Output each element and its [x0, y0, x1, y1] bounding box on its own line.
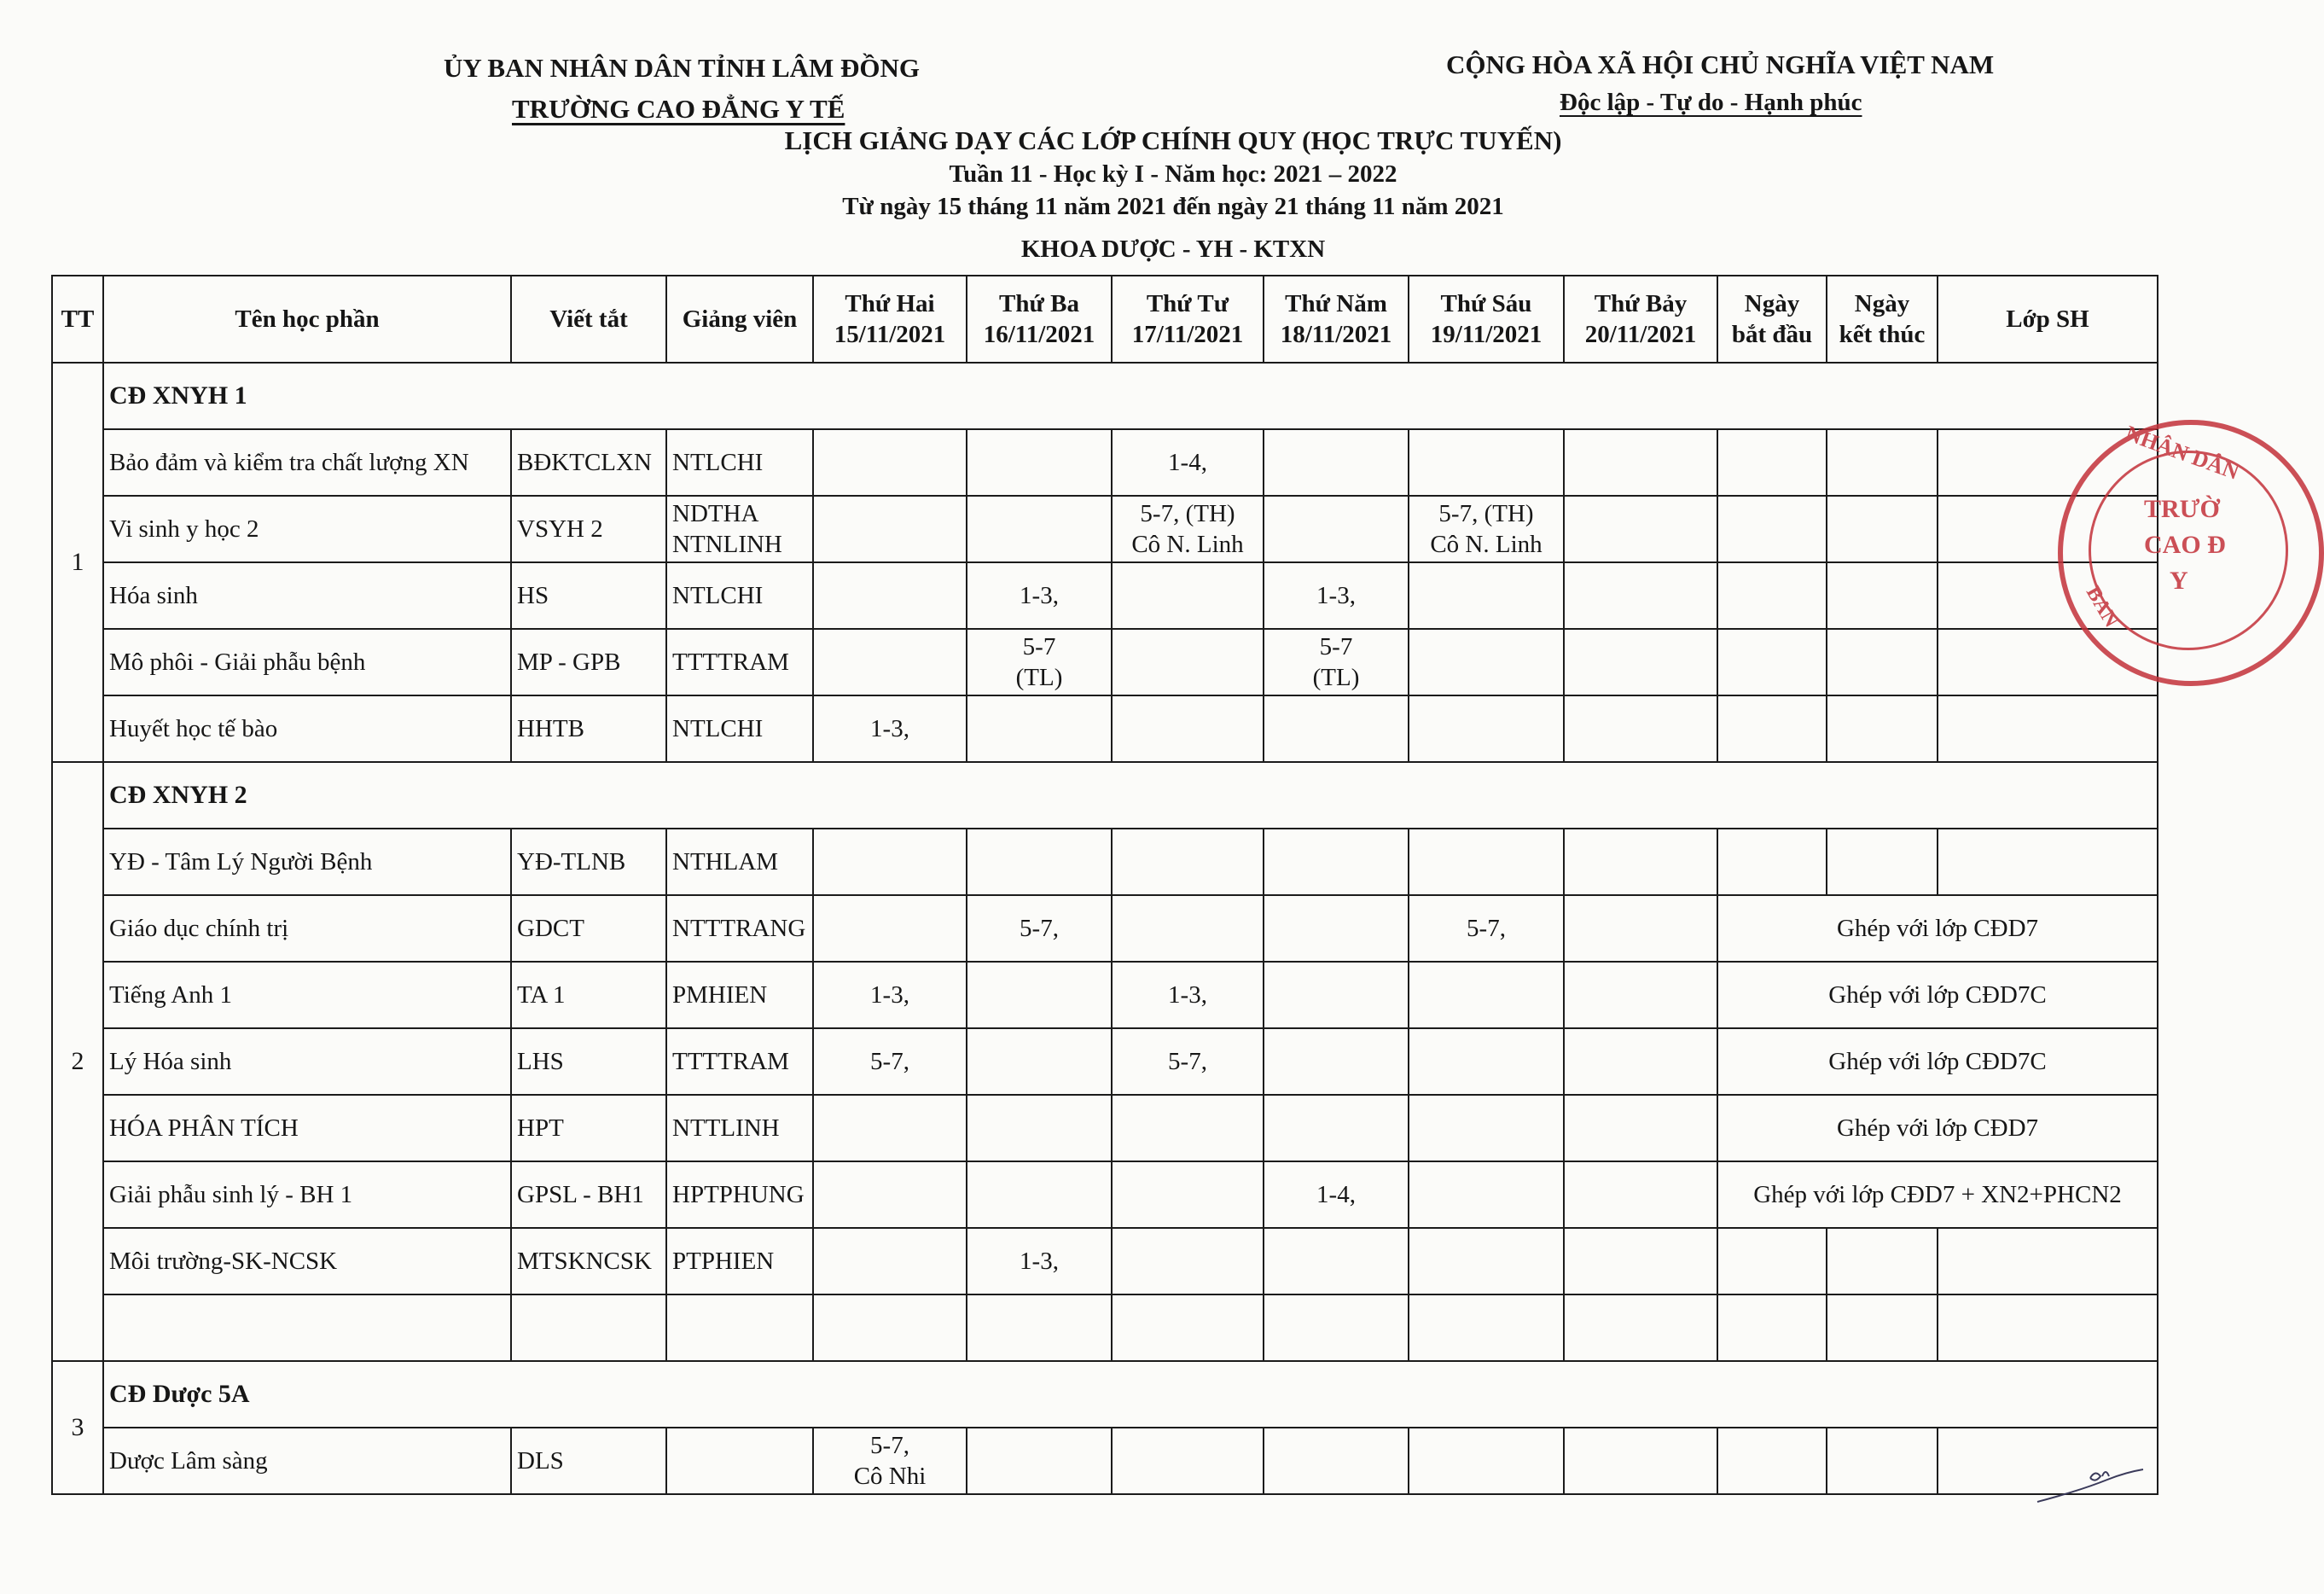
day-cell-wed — [1112, 695, 1264, 762]
table-row — [52, 1028, 2158, 1095]
empty-cell — [813, 1294, 967, 1361]
note-cell: Ghép với lớp CĐD7C — [1717, 1028, 2158, 1095]
abbr-cell: VSYH 2 — [511, 496, 666, 562]
start-cell — [1717, 1228, 1827, 1294]
schedule-week: Tuần 11 - Học kỳ I - Năm học: 2021 – 2022 — [949, 160, 1397, 188]
day-cell-tue — [967, 1095, 1112, 1161]
col-header-thu: Thứ Năm 18/11/2021 — [1264, 276, 1409, 363]
day-cell-wed: 1-4, — [1112, 429, 1264, 496]
abbr-cell: HHTB — [511, 695, 666, 762]
col-header-tt: TT — [52, 276, 103, 363]
group-name: CĐ XNYH 1 — [103, 363, 2158, 429]
day-cell-mon: 1-3, — [813, 695, 967, 762]
day-cell-thu — [1264, 695, 1409, 762]
abbr-cell: MP - GPB — [511, 629, 666, 695]
table-row — [52, 429, 2158, 496]
class-cell — [1938, 695, 2158, 762]
col-header-class: Lớp SH — [1938, 276, 2158, 363]
schedule-body — [52, 363, 2158, 1494]
day-cell-fri — [1409, 1095, 1564, 1161]
schedule-title: LỊCH GIẢNG DẠY CÁC LỚP CHÍNH QUY (HỌC TRỰC TUYẾN) — [784, 125, 1562, 155]
day-cell-thu — [1264, 962, 1409, 1028]
col-header-abbr: Viết tắt — [511, 276, 666, 363]
start-cell — [1717, 496, 1827, 562]
seal-text-line2: CAO Đ — [2144, 531, 2226, 559]
start-cell — [1717, 829, 1827, 895]
day-cell-sat — [1564, 1028, 1717, 1095]
group-row — [52, 1361, 2158, 1428]
spacer-row — [52, 1294, 2158, 1361]
day-cell-thu — [1264, 429, 1409, 496]
day-cell-thu — [1264, 496, 1409, 562]
subject-cell: Giải phẫu sinh lý - BH 1 — [103, 1161, 511, 1228]
table-row — [52, 496, 2158, 562]
day-cell-thu: 1-4, — [1264, 1161, 1409, 1228]
day-cell-mon — [813, 429, 967, 496]
day-cell-thu: 5-7 (TL) — [1264, 629, 1409, 695]
end-cell — [1827, 496, 1938, 562]
abbr-cell: GDCT — [511, 895, 666, 962]
table-row — [52, 962, 2158, 1028]
day-cell-mon: 5-7, Cô Nhi — [813, 1428, 967, 1494]
subject-cell: Môi trường-SK-NCSK — [103, 1228, 511, 1294]
day-cell-sat — [1564, 429, 1717, 496]
note-cell: Ghép với lớp CĐD7 — [1717, 1095, 2158, 1161]
header-motto: Độc lập - Tự do - Hạnh phúc — [1560, 89, 1862, 116]
day-cell-fri — [1409, 962, 1564, 1028]
table-row — [52, 895, 2158, 962]
teacher-cell: NTTTRANG — [666, 895, 813, 962]
subject-cell: Dược Lâm sàng — [103, 1428, 511, 1494]
col-header-fri: Thứ Sáu 19/11/2021 — [1409, 276, 1564, 363]
teacher-cell: NTLCHI — [666, 562, 813, 629]
abbr-cell: TA 1 — [511, 962, 666, 1028]
group-row — [52, 363, 2158, 429]
col-header-mon: Thứ Hai 15/11/2021 — [813, 276, 967, 363]
empty-cell — [1112, 1294, 1264, 1361]
class-cell — [1938, 1228, 2158, 1294]
day-cell-thu — [1264, 829, 1409, 895]
start-cell — [1717, 562, 1827, 629]
day-cell-sat — [1564, 829, 1717, 895]
abbr-cell: YĐ-TLNB — [511, 829, 666, 895]
day-cell-wed: 1-3, — [1112, 962, 1264, 1028]
teacher-cell: TTTTRAM — [666, 629, 813, 695]
end-cell — [1827, 1228, 1938, 1294]
day-cell-tue — [967, 429, 1112, 496]
table-header-row — [52, 276, 2158, 363]
schedule-table — [51, 275, 2158, 1495]
day-cell-sat — [1564, 562, 1717, 629]
day-cell-sat — [1564, 962, 1717, 1028]
day-cell-wed — [1112, 562, 1264, 629]
day-cell-mon: 5-7, — [813, 1028, 967, 1095]
day-cell-wed — [1112, 1095, 1264, 1161]
col-header-tue: Thứ Ba 16/11/2021 — [967, 276, 1112, 363]
teacher-cell: NTLCHI — [666, 695, 813, 762]
seal-text-side: BAN — [2081, 582, 2123, 631]
day-cell-wed — [1112, 1228, 1264, 1294]
subject-cell: Lý Hóa sinh — [103, 1028, 511, 1095]
day-cell-mon — [813, 629, 967, 695]
col-header-teacher: Giảng viên — [666, 276, 813, 363]
header-republic: CỘNG HÒA XÃ HỘI CHỦ NGHĨA VIỆT NAM — [1446, 49, 1995, 79]
day-cell-mon — [813, 829, 967, 895]
seal-text-line3: Y — [2170, 567, 2188, 595]
header-province: ỦY BAN NHÂN DÂN TỈNH LÂM ĐỒNG — [444, 53, 921, 83]
day-cell-wed — [1112, 895, 1264, 962]
abbr-cell: DLS — [511, 1428, 666, 1494]
day-cell-sat — [1564, 895, 1717, 962]
teacher-cell: PMHIEN — [666, 962, 813, 1028]
day-cell-wed: 5-7, (TH) Cô N. Linh — [1112, 496, 1264, 562]
day-cell-tue — [967, 829, 1112, 895]
day-cell-tue — [967, 962, 1112, 1028]
col-header-subject: Tên học phần — [103, 276, 511, 363]
day-cell-wed — [1112, 829, 1264, 895]
day-cell-thu — [1264, 1228, 1409, 1294]
abbr-cell: HS — [511, 562, 666, 629]
end-cell — [1827, 429, 1938, 496]
start-cell — [1717, 695, 1827, 762]
empty-cell — [1264, 1294, 1409, 1361]
subject-cell: Giáo dục chính trị — [103, 895, 511, 962]
day-cell-mon — [813, 1161, 967, 1228]
subject-cell: Bảo đảm và kiểm tra chất lượng XN — [103, 429, 511, 496]
group-number: 1 — [52, 363, 103, 762]
start-cell — [1717, 629, 1827, 695]
day-cell-fri — [1409, 429, 1564, 496]
day-cell-fri — [1409, 562, 1564, 629]
day-cell-fri — [1409, 1428, 1564, 1494]
day-cell-sat — [1564, 496, 1717, 562]
table-row — [52, 629, 2158, 695]
day-cell-tue — [967, 1161, 1112, 1228]
teacher-cell: NDTHA NTNLINH — [666, 496, 813, 562]
day-cell-fri — [1409, 1028, 1564, 1095]
day-cell-mon — [813, 1228, 967, 1294]
day-cell-wed — [1112, 1428, 1264, 1494]
day-cell-wed: 5-7, — [1112, 1028, 1264, 1095]
abbr-cell: BĐKTCLXN — [511, 429, 666, 496]
subject-cell: Huyết học tế bào — [103, 695, 511, 762]
day-cell-tue: 5-7, — [967, 895, 1112, 962]
group-name: CĐ XNYH 2 — [103, 762, 2158, 829]
table-row — [52, 1228, 2158, 1294]
col-header-start: Ngày bắt đầu — [1717, 276, 1827, 363]
empty-cell — [967, 1294, 1112, 1361]
subject-cell: HÓA PHÂN TÍCH — [103, 1095, 511, 1161]
subject-cell: Hóa sinh — [103, 562, 511, 629]
note-cell: Ghép với lớp CĐD7C — [1717, 962, 2158, 1028]
end-cell — [1827, 629, 1938, 695]
day-cell-mon — [813, 1095, 967, 1161]
note-cell: Ghép với lớp CĐD7 — [1717, 895, 2158, 962]
abbr-cell: HPT — [511, 1095, 666, 1161]
empty-cell — [1409, 1294, 1564, 1361]
teacher-cell: NTHLAM — [666, 829, 813, 895]
title-block — [597, 124, 1749, 265]
note-cell: Ghép với lớp CĐD7 + XN2+PHCN2 — [1717, 1161, 2158, 1228]
table-row — [52, 1428, 2158, 1494]
day-cell-wed — [1112, 629, 1264, 695]
day-cell-fri — [1409, 1228, 1564, 1294]
start-cell — [1717, 1428, 1827, 1494]
day-cell-tue — [967, 496, 1112, 562]
day-cell-mon — [813, 562, 967, 629]
end-cell — [1827, 695, 1938, 762]
day-cell-thu: 1-3, — [1264, 562, 1409, 629]
teacher-cell: NTLCHI — [666, 429, 813, 496]
end-cell — [1827, 829, 1938, 895]
empty-cell — [103, 1294, 511, 1361]
table-row — [52, 562, 2158, 629]
day-cell-sat — [1564, 629, 1717, 695]
subject-cell: Mô phôi - Giải phẫu bệnh — [103, 629, 511, 695]
teacher-cell — [666, 1428, 813, 1494]
subject-cell: Tiếng Anh 1 — [103, 962, 511, 1028]
seal-text-top: NHÂN DÂN — [2122, 421, 2243, 485]
day-cell-tue: 1-3, — [967, 1228, 1112, 1294]
col-header-wed: Thứ Tư 17/11/2021 — [1112, 276, 1264, 363]
group-row — [52, 762, 2158, 829]
abbr-cell: GPSL - BH1 — [511, 1161, 666, 1228]
schedule-date-range: Từ ngày 15 tháng 11 năm 2021 đến ngày 21 tháng 11 năm 2021 — [842, 193, 1504, 220]
teacher-cell: TTTTRAM — [666, 1028, 813, 1095]
day-cell-thu — [1264, 1028, 1409, 1095]
day-cell-fri — [1409, 695, 1564, 762]
day-cell-fri — [1409, 1161, 1564, 1228]
day-cell-mon — [813, 496, 967, 562]
day-cell-wed — [1112, 1161, 1264, 1228]
day-cell-fri: 5-7, — [1409, 895, 1564, 962]
day-cell-thu — [1264, 895, 1409, 962]
teacher-cell: PTPHIEN — [666, 1228, 813, 1294]
header-school: TRƯỜNG CAO ĐẲNG Y TẾ — [512, 94, 845, 124]
empty-cell — [1717, 1294, 1827, 1361]
day-cell-sat — [1564, 695, 1717, 762]
empty-cell — [1827, 1294, 1938, 1361]
table-row — [52, 1095, 2158, 1161]
empty-cell — [1564, 1294, 1717, 1361]
day-cell-tue — [967, 1428, 1112, 1494]
teacher-cell: NTTLINH — [666, 1095, 813, 1161]
group-name: CĐ Dược 5A — [103, 1361, 2158, 1428]
official-seal — [2058, 420, 2324, 686]
day-cell-sat — [1564, 1161, 1717, 1228]
empty-cell — [666, 1294, 813, 1361]
day-cell-mon: 1-3, — [813, 962, 967, 1028]
col-header-end: Ngày kết thúc — [1827, 276, 1938, 363]
col-header-sat: Thứ Bảy 20/11/2021 — [1564, 276, 1717, 363]
day-cell-thu — [1264, 1428, 1409, 1494]
subject-cell: YĐ - Tâm Lý Người Bệnh — [103, 829, 511, 895]
day-cell-fri: 5-7, (TH) Cô N. Linh — [1409, 496, 1564, 562]
teacher-cell: HPTPHUNG — [666, 1161, 813, 1228]
day-cell-tue: 5-7 (TL) — [967, 629, 1112, 695]
day-cell-fri — [1409, 829, 1564, 895]
day-cell-thu — [1264, 1095, 1409, 1161]
day-cell-mon — [813, 895, 967, 962]
group-number: 3 — [52, 1361, 103, 1494]
day-cell-tue — [967, 695, 1112, 762]
seal-text-line1: TRƯỜ — [2144, 495, 2220, 523]
signature-mark — [2031, 1459, 2150, 1510]
day-cell-tue: 1-3, — [967, 562, 1112, 629]
day-cell-sat — [1564, 1228, 1717, 1294]
subject-cell: Vi sinh y học 2 — [103, 496, 511, 562]
empty-cell — [1938, 1294, 2158, 1361]
table-row — [52, 695, 2158, 762]
start-cell — [1717, 429, 1827, 496]
empty-cell — [511, 1294, 666, 1361]
day-cell-sat — [1564, 1095, 1717, 1161]
group-number: 2 — [52, 762, 103, 1361]
end-cell — [1827, 1428, 1938, 1494]
abbr-cell: LHS — [511, 1028, 666, 1095]
day-cell-fri — [1409, 629, 1564, 695]
day-cell-tue — [967, 1028, 1112, 1095]
schedule-faculty: KHOA DƯỢC - YH - KTXN — [1020, 236, 1326, 263]
day-cell-sat — [1564, 1428, 1717, 1494]
table-row — [52, 829, 2158, 895]
class-cell — [1938, 829, 2158, 895]
abbr-cell: MTSKNCSK — [511, 1228, 666, 1294]
table-row — [52, 1161, 2158, 1228]
end-cell — [1827, 562, 1938, 629]
